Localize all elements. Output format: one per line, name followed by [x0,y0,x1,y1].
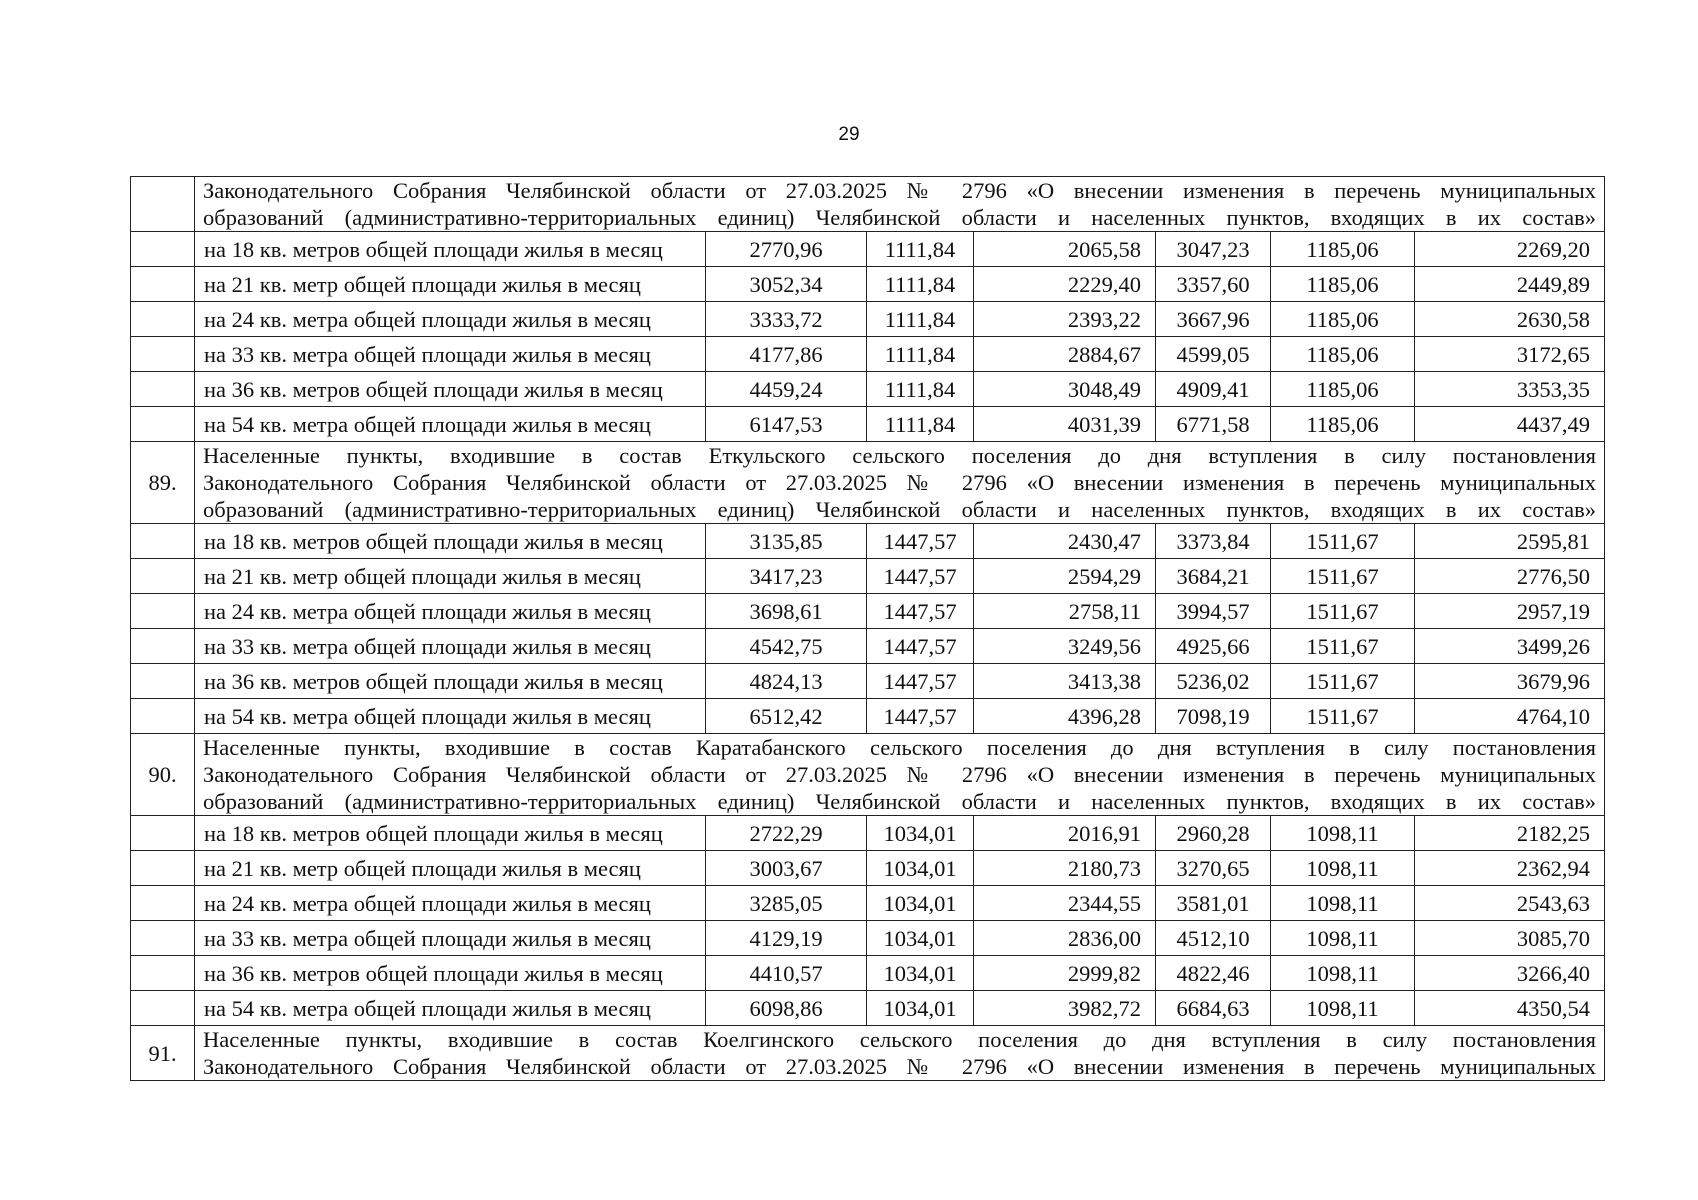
value-cell: 2884,67 [974,337,1156,372]
value-cell: 1185,06 [1271,267,1415,302]
value-cell: 1511,67 [1271,664,1415,699]
value-cell: 2430,47 [974,524,1156,559]
empty-number-cell [131,302,195,337]
empty-number-cell [131,816,195,851]
section-description [195,442,1605,524]
value-cell: 3135,85 [706,524,867,559]
value-cell: 2016,91 [974,816,1156,851]
empty-number-cell [131,372,195,407]
table-row [131,337,1605,372]
value-cell: 4909,41 [1156,372,1271,407]
value-cell: 2449,89 [1415,267,1605,302]
value-cell: 1098,11 [1271,851,1415,886]
empty-number-cell [131,991,195,1026]
section-description [195,177,1605,232]
section-header-row [131,1026,1605,1081]
section-description-line: образований (административно-территориальных единиц) Челябинской области и населенных пунктов, входящих в их состав» [203,497,1596,522]
value-cell: 3333,72 [706,302,867,337]
value-cell: 3667,96 [1156,302,1271,337]
item-number: 89. [131,442,195,524]
section-description [195,1026,1605,1081]
table-row [131,407,1605,442]
section-description-line: образований (административно-территориальных единиц) Челябинской области и населенных пунктов, входящих в их состав» [203,205,1596,230]
value-cell: 4177,86 [706,337,867,372]
row-label: на 24 кв. метра общей площади жилья в месяц [195,886,706,921]
section-description [195,734,1605,816]
value-cell: 1111,84 [867,407,974,442]
table-row [131,372,1605,407]
row-label: на 18 кв. метров общей площади жилья в месяц [195,232,706,267]
value-cell: 4764,10 [1415,699,1605,734]
value-cell: 3373,84 [1156,524,1271,559]
value-cell: 1111,84 [867,302,974,337]
value-cell: 1185,06 [1271,232,1415,267]
value-cell: 2393,22 [974,302,1156,337]
section-description-line: Законодательного Собрания Челябинской области от 27.03.2025 № 2796 «О внесении изменения в перечень муниципальных [203,1054,1596,1079]
empty-number-cell [131,524,195,559]
value-cell: 1034,01 [867,956,974,991]
value-cell: 3085,70 [1415,921,1605,956]
row-label: на 36 кв. метров общей площади жилья в месяц [195,956,706,991]
value-cell: 3417,23 [706,559,867,594]
value-cell: 2836,00 [974,921,1156,956]
table-row [131,956,1605,991]
value-cell: 1098,11 [1271,886,1415,921]
row-label: на 21 кв. метр общей площади жилья в месяц [195,559,706,594]
value-cell: 2595,81 [1415,524,1605,559]
value-cell: 3684,21 [1156,559,1271,594]
table-row [131,594,1605,629]
row-label: на 24 кв. метра общей площади жилья в месяц [195,302,706,337]
value-cell: 2722,29 [706,816,867,851]
tariff-table [130,176,1605,1081]
value-cell: 2269,20 [1415,232,1605,267]
value-cell: 3003,67 [706,851,867,886]
row-label: на 18 кв. метров общей площади жилья в месяц [195,816,706,851]
value-cell: 1111,84 [867,372,974,407]
value-cell: 1034,01 [867,921,974,956]
value-cell: 4437,49 [1415,407,1605,442]
value-cell: 1447,57 [867,664,974,699]
table-row [131,664,1605,699]
empty-number-cell [131,699,195,734]
value-cell: 6771,58 [1156,407,1271,442]
value-cell: 1098,11 [1271,816,1415,851]
value-cell: 4925,66 [1156,629,1271,664]
empty-number-cell [131,594,195,629]
section-description-line: Населенные пункты, входившие в состав Каратабанского сельского поселения до дня вступления в силу постановления [203,735,1596,760]
value-cell: 1447,57 [867,524,974,559]
value-cell: 7098,19 [1156,699,1271,734]
value-cell: 2630,58 [1415,302,1605,337]
table-row [131,991,1605,1026]
value-cell: 3353,35 [1415,372,1605,407]
value-cell: 1034,01 [867,851,974,886]
value-cell: 1111,84 [867,232,974,267]
empty-number-cell [131,267,195,302]
value-cell: 4410,57 [706,956,867,991]
value-cell: 1034,01 [867,816,974,851]
value-cell: 1098,11 [1271,991,1415,1026]
table-row [131,851,1605,886]
value-cell: 1098,11 [1271,921,1415,956]
value-cell: 1511,67 [1271,559,1415,594]
row-label: на 36 кв. метров общей площади жилья в месяц [195,664,706,699]
value-cell: 1185,06 [1271,302,1415,337]
value-cell: 1185,06 [1271,407,1415,442]
section-header-row [131,734,1605,816]
value-cell: 3249,56 [974,629,1156,664]
value-cell: 3994,57 [1156,594,1271,629]
value-cell: 3285,05 [706,886,867,921]
value-cell: 1447,57 [867,559,974,594]
value-cell: 1185,06 [1271,372,1415,407]
value-cell: 6512,42 [706,699,867,734]
item-number [131,177,195,232]
value-cell: 2776,50 [1415,559,1605,594]
value-cell: 3052,34 [706,267,867,302]
row-label: на 54 кв. метра общей площади жилья в месяц [195,407,706,442]
value-cell: 3266,40 [1415,956,1605,991]
value-cell: 1447,57 [867,629,974,664]
row-label: на 21 кв. метр общей площади жилья в месяц [195,267,706,302]
table-row [131,267,1605,302]
value-cell: 3982,72 [974,991,1156,1026]
value-cell: 1111,84 [867,337,974,372]
table-row [131,629,1605,664]
value-cell: 3413,38 [974,664,1156,699]
section-description-line: Населенные пункты, входившие в состав Еткульского сельского поселения до дня вступления в силу постановления [203,443,1596,468]
value-cell: 3581,01 [1156,886,1271,921]
value-cell: 3047,23 [1156,232,1271,267]
row-label: на 33 кв. метра общей площади жилья в месяц [195,629,706,664]
section-description-line: Законодательного Собрания Челябинской области от 27.03.2025 № 2796 «О внесении изменения в перечень муниципальных [203,470,1596,495]
value-cell: 1511,67 [1271,594,1415,629]
value-cell: 1098,11 [1271,956,1415,991]
empty-number-cell [131,851,195,886]
row-label: на 18 кв. метров общей площади жилья в месяц [195,524,706,559]
value-cell: 2960,28 [1156,816,1271,851]
empty-number-cell [131,629,195,664]
value-cell: 3698,61 [706,594,867,629]
row-label: на 21 кв. метр общей площади жилья в месяц [195,851,706,886]
page-number: 29 [838,124,860,145]
table-row [131,886,1605,921]
value-cell: 2543,63 [1415,886,1605,921]
row-label: на 36 кв. метров общей площади жилья в месяц [195,372,706,407]
value-cell: 1511,67 [1271,699,1415,734]
value-cell: 4350,54 [1415,991,1605,1026]
empty-number-cell [131,407,195,442]
value-cell: 4129,19 [706,921,867,956]
section-description-line: образований (административно-территориальных единиц) Челябинской области и населенных пунктов, входящих в их состав» [203,789,1596,814]
row-label: на 54 кв. метра общей площади жилья в месяц [195,699,706,734]
value-cell: 3357,60 [1156,267,1271,302]
value-cell: 1111,84 [867,267,974,302]
value-cell: 1034,01 [867,886,974,921]
item-number: 91. [131,1026,195,1081]
value-cell: 2362,94 [1415,851,1605,886]
value-cell: 1447,57 [867,594,974,629]
value-cell: 2229,40 [974,267,1156,302]
value-cell: 6147,53 [706,407,867,442]
value-cell: 4822,46 [1156,956,1271,991]
row-label: на 54 кв. метра общей площади жилья в месяц [195,991,706,1026]
empty-number-cell [131,232,195,267]
value-cell: 2180,73 [974,851,1156,886]
value-cell: 4459,24 [706,372,867,407]
value-cell: 4396,28 [974,699,1156,734]
table-row [131,921,1605,956]
section-header-row [131,442,1605,524]
section-description-line: Населенные пункты, входившие в состав Коелгинского сельского поселения до дня вступления в силу постановления [203,1027,1596,1052]
row-label: на 33 кв. метра общей площади жилья в месяц [195,337,706,372]
table-row [131,559,1605,594]
value-cell: 1034,01 [867,991,974,1026]
value-cell: 2344,55 [974,886,1156,921]
value-cell: 6684,63 [1156,991,1271,1026]
value-cell: 3172,65 [1415,337,1605,372]
value-cell: 3270,65 [1156,851,1271,886]
value-cell: 2594,29 [974,559,1156,594]
table-row [131,232,1605,267]
value-cell: 6098,86 [706,991,867,1026]
value-cell: 1511,67 [1271,629,1415,664]
value-cell: 1511,67 [1271,524,1415,559]
value-cell: 2957,19 [1415,594,1605,629]
table-row [131,816,1605,851]
value-cell: 2770,96 [706,232,867,267]
value-cell: 2758,11 [974,594,1156,629]
empty-number-cell [131,664,195,699]
value-cell: 4824,13 [706,664,867,699]
value-cell: 4599,05 [1156,337,1271,372]
section-header-row [131,177,1605,232]
empty-number-cell [131,921,195,956]
row-label: на 24 кв. метра общей площади жилья в месяц [195,594,706,629]
value-cell: 5236,02 [1156,664,1271,699]
empty-number-cell [131,559,195,594]
section-description-line: Законодательного Собрания Челябинской области от 27.03.2025 № 2796 «О внесении изменения в перечень муниципальных [203,178,1596,203]
row-label: на 33 кв. метра общей площади жилья в месяц [195,921,706,956]
table-row [131,524,1605,559]
value-cell: 4542,75 [706,629,867,664]
empty-number-cell [131,337,195,372]
value-cell: 1447,57 [867,699,974,734]
value-cell: 2182,25 [1415,816,1605,851]
section-description-line: Законодательного Собрания Челябинской области от 27.03.2025 № 2796 «О внесении изменения в перечень муниципальных [203,762,1596,787]
value-cell: 2065,58 [974,232,1156,267]
value-cell: 3499,26 [1415,629,1605,664]
table-row [131,302,1605,337]
empty-number-cell [131,956,195,991]
item-number: 90. [131,734,195,816]
value-cell: 3679,96 [1415,664,1605,699]
value-cell: 4031,39 [974,407,1156,442]
table-row [131,699,1605,734]
value-cell: 4512,10 [1156,921,1271,956]
value-cell: 3048,49 [974,372,1156,407]
empty-number-cell [131,886,195,921]
value-cell: 2999,82 [974,956,1156,991]
value-cell: 1185,06 [1271,337,1415,372]
